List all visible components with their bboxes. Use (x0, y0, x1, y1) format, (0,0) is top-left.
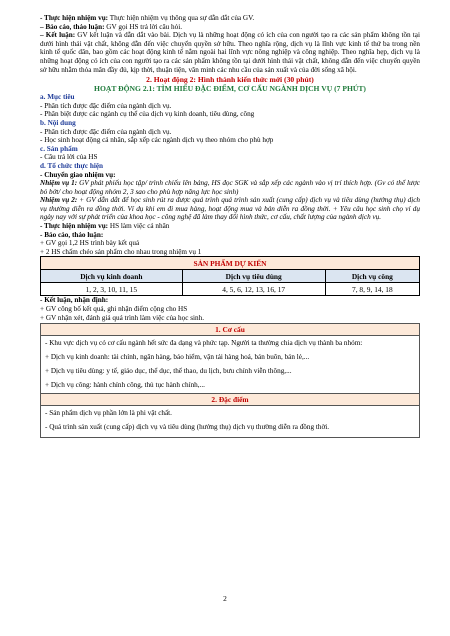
discussion-label: - Báo cáo, thảo luận: (40, 230, 104, 239)
section-title: 2. Hoạt động 2: Hình thành kiến thức mới (30 phút) (146, 75, 314, 85)
list-item: + 2 HS chấm chéo sản phẩm cho nhau trong nhiệm vụ 1 (40, 247, 202, 256)
heading-san-pham: c. Sản phẩm (40, 144, 78, 153)
heading-to-chuc: d. Tổ chức thực hiện (40, 161, 104, 170)
list-item: - Câu trả lời của HS (40, 153, 98, 162)
structure-box-title: 1. Cơ cấu (41, 324, 419, 336)
box-line: + Dịch vụ công: hành chính công, thủ tục hành chính,... (45, 381, 205, 390)
table-header: Dịch vụ công (325, 270, 419, 283)
product-table (40, 256, 420, 296)
table-header: Dịch vụ kinh doanh (41, 270, 183, 283)
table-cell: 7, 8, 9, 14, 18 (325, 283, 419, 296)
page-number: 2 (223, 594, 227, 603)
task-2: Nhiệm vụ 2: + GV dẫn dắt để học sinh rút ra được quá trình quá trình sản xuất (cung cấp) dịch vụ và tiêu dùng (hưởng thụ) dịch vụ thường diễn ra đồng thời. Ví dụ khi em đi mua hàng, hoạt động mua và bán diễn ra đồng thời. + Yêu câu học sinh chọ ví dụ ngày nay với sự phát triển của khoa học - công nghệ đã làm thay đổi hình thức, cơ cấu, chất lượng của ngành dịch vụ. (40, 196, 421, 222)
list-item: + GV công bố kết quả, ghi nhận điểm cộng cho HS (40, 305, 188, 314)
structure-box (40, 323, 420, 394)
conclusion-label: - Kết luận, nhận định: (40, 296, 109, 305)
execute-line: - Thực hiện nhiệm vụ: HS làm việc cá nhân (40, 222, 170, 231)
list-item: + GV gọi 1,2 HS trình bày kết quả (40, 239, 140, 248)
list-item: + GV nhận xét, đánh giá quá trình làm việc của học sinh. (40, 313, 204, 322)
table-cell: 1, 2, 3, 10, 11, 15 (41, 283, 183, 296)
list-item: - Phân biệt được các ngành cụ thể của dịch vụ kinh doanh, tiêu dùng, công (40, 110, 255, 119)
heading-muc-tieu: a. Mục tiêu (40, 93, 75, 102)
box-line: - Khu vực dịch vụ có cơ cấu ngành hết sức đa dạng và phức tạp. Người ta thường chia dịch vụ thành ba nhóm: (45, 339, 363, 348)
product-table-title: SẢN PHẨM DỰ KIẾN (41, 257, 420, 270)
list-item: - Phân tích được đặc điểm của ngành dịch vụ. (40, 127, 172, 136)
features-box (40, 394, 420, 438)
document-page (40, 14, 420, 438)
assign-label: - Chuyển giao nhiệm vụ: (40, 170, 116, 179)
table-cell: 4, 5, 6, 12, 13, 16, 17 (182, 283, 325, 296)
box-line: - Sản phẩm dịch vụ phần lớn là phi vật chất. (45, 409, 172, 418)
table-header: Dịch vụ tiêu dùng (182, 270, 325, 283)
features-box-title: 2. Đặc điểm (41, 394, 419, 406)
report-line: – Báo cáo, thảo luận: GV gọi HS trả lời câu hỏi. (40, 22, 183, 31)
task-1: Nhiệm vụ 1: GV phát phiếu học tập/ trình chiếu lên bảng, HS đọc SGK và sắp xếp các ngành vào vị trí thích hợp. (Gv có thể lược bỏ bớt/ cho hoạt động nhóm 2, 3 sao cho phù hợp năng lực học sinh) (40, 179, 420, 196)
conclusion-paragraph: – Kết luận: GV kết luận và dẫn dắt vào bài. Dịch vụ là những hoạt động có ích của con người tạo ra các sản phẩm không tồn tại dưới hình thái vật chất, không dẫn đến việc chuyển quyền sở hữu. Theo nghĩa rộng, dịch vụ là lĩnh vực kinh tế thứ ba trong nền kinh tế quốc dân, bao gồm các hoạt động kinh tế nằm ngoài hai lĩnh vực nông nghiệp và công nghiệp. Theo nghĩa hẹp, dịch vụ là những hoạt động có ích của con người tạo ra các sản phẩm không tồn tại dưới hình thái vật chất, không dẫn đến việc chuyển quyền sở hữu nhằm thỏa mãn đầy đủ, kịp thời, thuận tiện, văn minh các nhu cầu của sản xuất và của đời sống xã hội. (40, 31, 420, 74)
box-line: + Dịch vụ kinh doanh: tài chính, ngân hàng, bảo hiểm, vận tải hàng hoá, bán buôn, bán lẻ,... (45, 353, 310, 362)
task-line: - Thực hiện nhiệm vụ: Thực hiện nhiệm vụ thông qua sự dẫn dắt của GV. (40, 14, 255, 22)
box-line: + Dịch vụ tiêu dùng: y tế, giáo dục, thể dục, thể thao, du lịch, bưu chính viễn thông,... (45, 367, 292, 376)
list-item: - Phân tích được đặc điểm của ngành dịch vụ. (40, 101, 172, 110)
activity-title: HOẠT ĐỘNG 2.1: TÌM HIỂU ĐẶC ĐIỂM, CƠ CẤU NGÀNH DỊCH VỤ (7 PHÚT) (94, 84, 366, 94)
heading-noi-dung: b. Nội dung (40, 118, 76, 127)
list-item: - Học sinh hoạt động cá nhân, sắp xếp các ngành dịch vụ theo nhóm cho phù hợp (40, 136, 274, 145)
box-line: - Quá trình sản xuất (cung cấp) dịch vụ và tiêu dùng (hưởng thụ) dịch vụ thường diễn ra đồng thời. (45, 423, 330, 432)
